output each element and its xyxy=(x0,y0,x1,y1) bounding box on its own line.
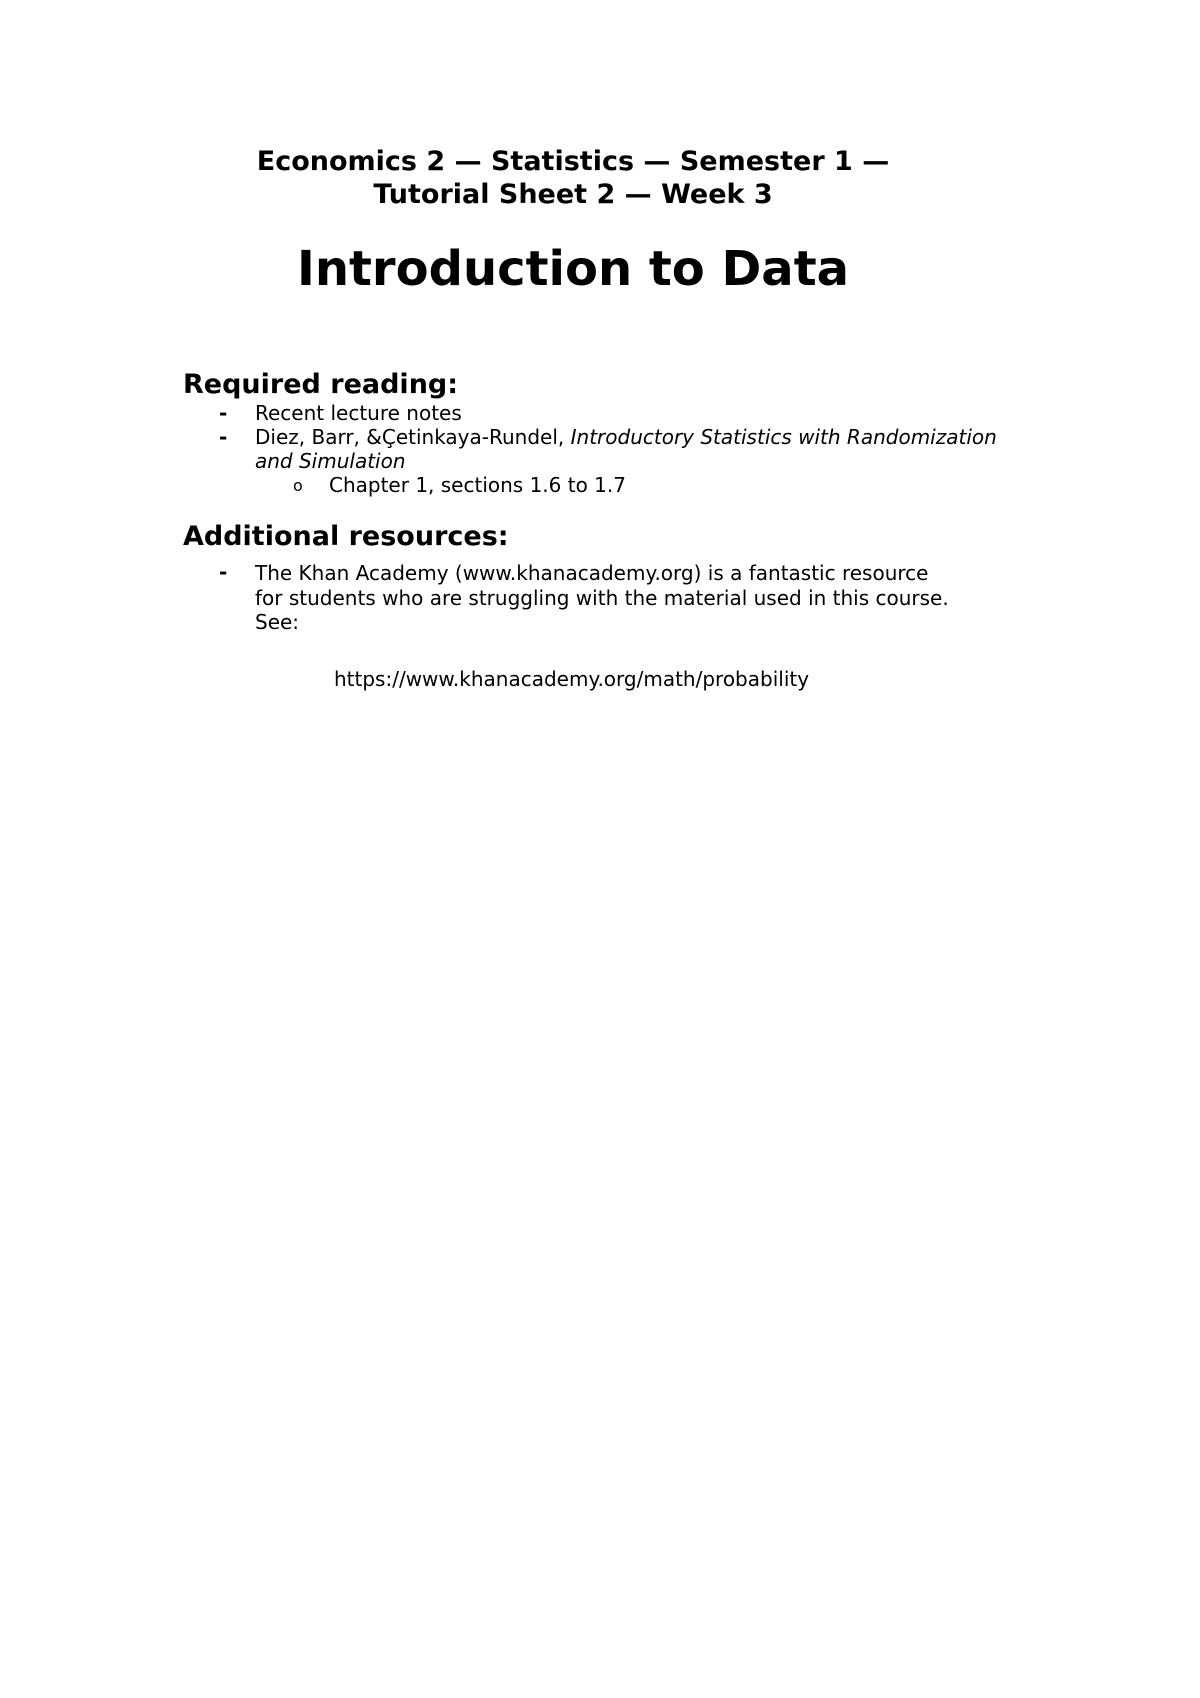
required-reading-heading: Required reading: xyxy=(183,369,459,400)
reading-item-textbook xyxy=(255,425,997,449)
course-header-line-2: Tutorial Sheet 2 — Week 3 xyxy=(373,179,773,210)
bullet-dash: - xyxy=(219,560,228,584)
page-title: Introduction to Data xyxy=(296,241,850,297)
khan-academy-url[interactable]: https://www.khanacademy.org/math/probability xyxy=(334,667,810,691)
resource-item-line-3: See: xyxy=(255,610,300,634)
textbook-title-part-2: and Simulation xyxy=(255,449,406,473)
textbook-authors: Diez, Barr, &Çetinkaya-Rundel, xyxy=(255,425,571,449)
bullet-circle: o xyxy=(293,476,303,495)
reading-item-lecture-notes: Recent lecture notes xyxy=(255,401,462,425)
resource-item-line-2: for students who are struggling with the material used in this course. xyxy=(255,586,949,610)
bullet-dash: - xyxy=(219,425,228,449)
bullet-dash: - xyxy=(219,401,228,425)
course-header xyxy=(0,145,1146,211)
resource-item-line-1: The Khan Academy (www.khanacademy.org) is a fantastic resource xyxy=(255,561,929,585)
textbook-title-part-1: Introductory Statistics with Randomization xyxy=(570,425,997,449)
reading-subitem-chapter: Chapter 1, sections 1.6 to 1.7 xyxy=(329,473,626,497)
course-header-line-1: Economics 2 — Statistics — Semester 1 — xyxy=(256,146,890,177)
reading-item-textbook-continued xyxy=(255,449,406,473)
additional-resources-heading: Additional resources: xyxy=(183,521,509,552)
